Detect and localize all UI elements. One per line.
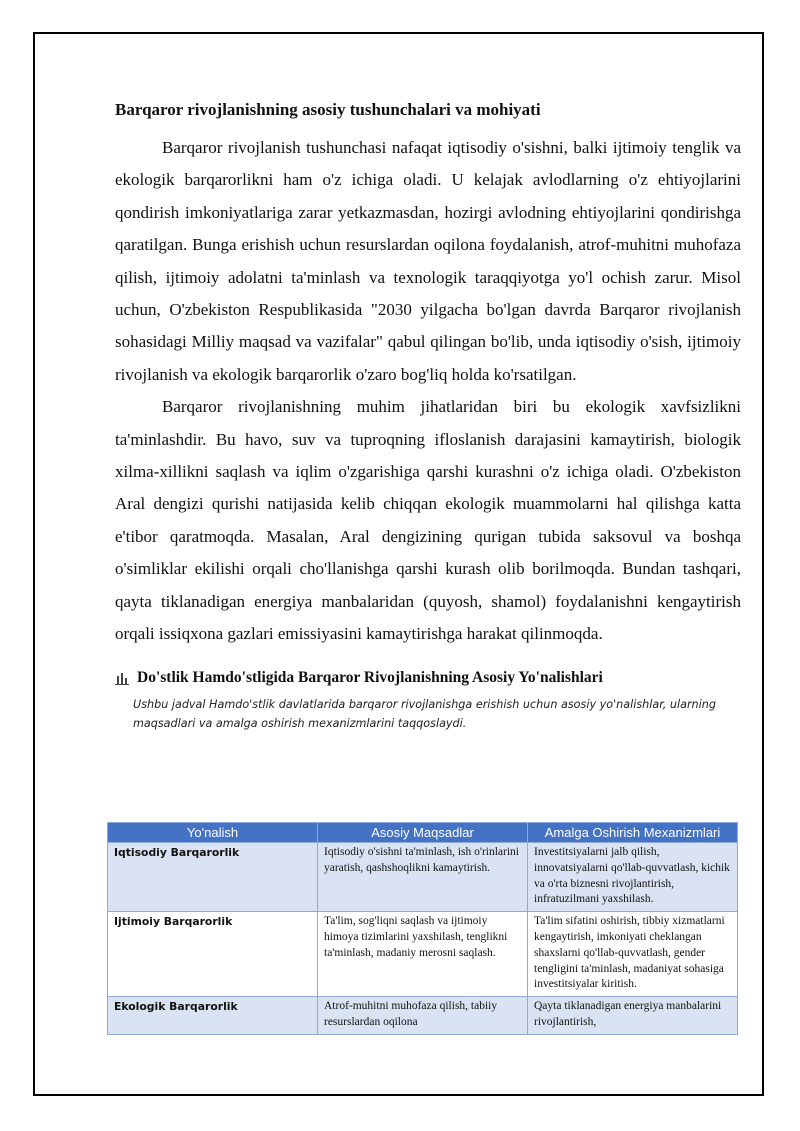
paragraph-2: Barqaror rivojlanishning muhim jihatlaridan biri bu ekologik xavfsizlikni ta'minlashdir. Bu havo, suv va tuproqning ifloslanish darajasini kamaytirish, biologik xilma-xillikni saqlash va iqlim o'zgarishiga qarshi kurashni o'z ichiga oladi. O'zbekiston Aral dengizi qurishi natijasida kelib chiqqan ekologik muammolarni hal qilishga katta e'tibor qaratmoqda. Masalan, Aral dengizining qurigan tubida saksovul va boshqa o'simliklar ekilishi orqali cho'llanishga qarshi kurash olib borilmoqda. Bundan tashqari, qayta tiklanadigan energiya manbalaridan (quyosh, shamol) foydalanishni kengaytirish orqali issiqxona gazlari emissiyasini kamaytirishga harakat qilinmoqda. [115,397,741,644]
column-header: Asosiy Maqsadlar [318,823,528,843]
row-mechanisms: Ta'lim sifatini oshirish, tibbiy xizmatlarni kengaytirish, imkoniyati cheklangan shaxslarni qo'llab-quvvatlash, gender tengligini ta'minlash, madaniyat sohasiga investitsiyalar kiritish. [528,912,738,997]
document-body [115,98,741,733]
table-header-row [108,823,738,843]
column-header: Yo'nalish [108,823,318,843]
table-row [108,912,738,997]
row-goals: Atrof-muhitni muhofaza qilish, tabiiy resurslardan oqilona [318,997,528,1035]
paragraph-1: Barqaror rivojlanish tushunchasi nafaqat iqtisodiy o'sishni, balki ijtimoiy tenglik va ekologik barqarorlikni ham o'z ichiga oladi. U kelajak avlodlarning o'z ehtiyojlarini qondirish imkoniyatlariga zarar yetkazmasdan, hozirgi avlodning ehtiyojlarini qondirishga qaratilgan. Bunga erishish uchun resurslardan oqilona foydalanish, atrof-muhitni muhofaza qilish, ijtimoiy adolatni ta'minlash va texnologik taraqqiyotga yo'l ochish zarur. Misol uchun, O'zbekiston Respublikasida "2030 yilgacha bo'lgan davrda Barqaror rivojlanish sohasidagi Milliy maqsad va vazifalar" qabul qilingan bo'lib, unda iqtisodiy o'sish, ijtimoiy rivojlanish va ekologik barqarorlik o'zaro bog'liq holda ko'rsatilgan. [115,138,741,384]
table-caption: Ushbu jadval Hamdo'stlik davlatlarida barqaror rivojlanishga erishish uchun asosiy yo'nalishlar, ularning maqsadlari va amalga oshirish mexanizmlarini taqqoslaydi. [133,697,716,730]
row-direction: Ijtimoiy Barqarorlik [108,912,318,997]
bar-chart-icon [115,671,129,685]
row-goals: Ta'lim, sog'liqni saqlash va ijtimoiy himoya tizimlarini yaxshilash, tenglikni ta'minlash, madaniy merosni saqlash. [318,912,528,997]
table-row [108,843,738,912]
row-mechanisms: Qayta tiklanadigan energiya manbalarini rivojlantirish, [528,997,738,1035]
row-direction: Iqtisodiy Barqarorlik [108,843,318,912]
row-mechanisms: Investitsiyalarni jalb qilish, innovatsiyalarni qo'llab-quvvatlash, kichik va o'rta biznesni rivojlantirish, infratuzilmani yaxshilash. [528,843,738,912]
table-heading [115,667,741,689]
directions-table [107,822,738,1035]
page-title: Barqaror rivojlanishning asosiy tushunchalari va mohiyati [115,100,541,119]
row-direction: Ekologik Barqarorlik [108,997,318,1035]
table-heading-text: Do'stlik Hamdo'stligida Barqaror Rivojlanishning Asosiy Yo'nalishlari [137,668,603,686]
row-goals: Iqtisodiy o'sishni ta'minlash, ish o'rinlarini yaratish, qashshoqlikni kamaytirish. [318,843,528,912]
column-header: Amalga Oshirish Mexanizmlari [528,823,738,843]
table-row [108,997,738,1035]
